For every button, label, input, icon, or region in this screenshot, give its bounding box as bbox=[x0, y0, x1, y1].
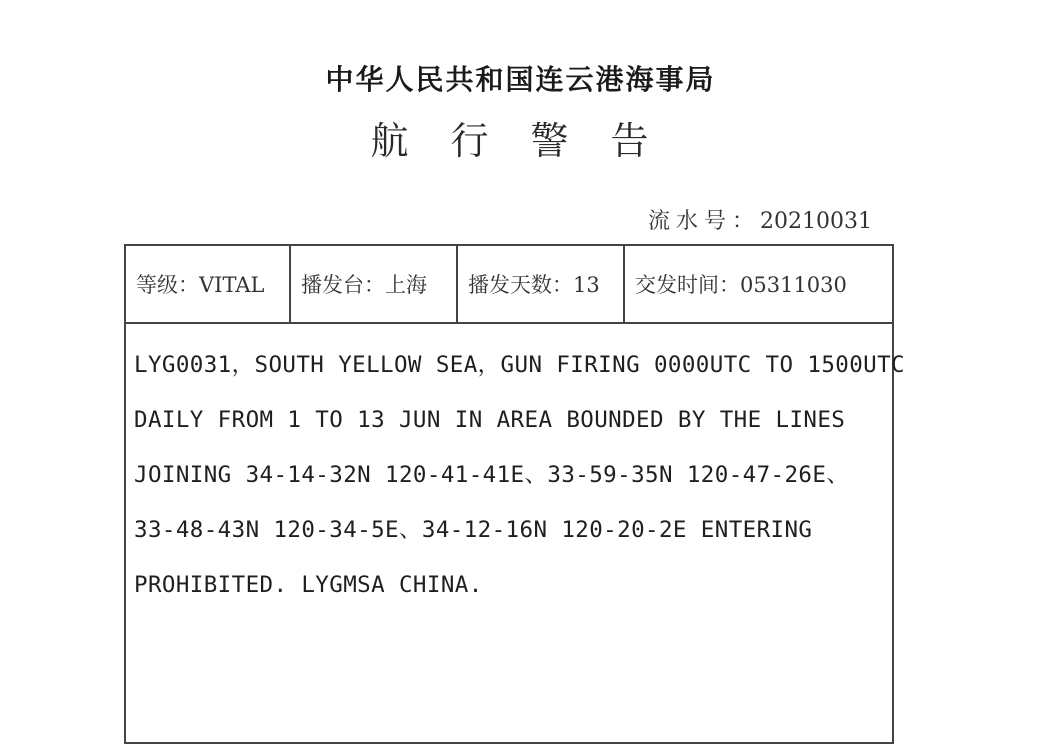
broadcast-days-cell: 播发天数：13 bbox=[458, 246, 625, 322]
warning-text bbox=[126, 324, 905, 613]
warning-line: JOINING 34-14-32N 120-41-41E、33-59-35N 120-47-26E、 bbox=[134, 462, 850, 488]
station-cell: 播发台：上海 bbox=[291, 246, 458, 322]
info-row bbox=[126, 246, 892, 324]
serial-number bbox=[648, 204, 872, 235]
serial-number-value: 20210031 bbox=[760, 209, 872, 234]
warning-line: LYG0031，SOUTH YELLOW SEA，GUN FIRING 0000UTC TO 1500UTC bbox=[134, 352, 905, 378]
issue-time-cell: 交发时间：05311030 bbox=[635, 273, 847, 297]
grade-cell: 等级：VITAL bbox=[126, 246, 291, 322]
notice-table bbox=[124, 244, 905, 744]
warning-line: 33-48-43N 120-34-5E、34-12-16N 120-20-2E ENTERING bbox=[134, 517, 813, 543]
issuing-authority: 中华人民共和国连云港海事局 bbox=[325, 63, 716, 96]
serial-number-label: 流水号： bbox=[648, 209, 761, 234]
warning-line: PROHIBITED. LYGMSA CHINA. bbox=[134, 572, 483, 598]
warning-line: DAILY FROM 1 TO 13 JUN IN AREA BOUNDED BY THE LINES bbox=[134, 407, 846, 433]
document-title: 航行警告 bbox=[370, 119, 691, 163]
